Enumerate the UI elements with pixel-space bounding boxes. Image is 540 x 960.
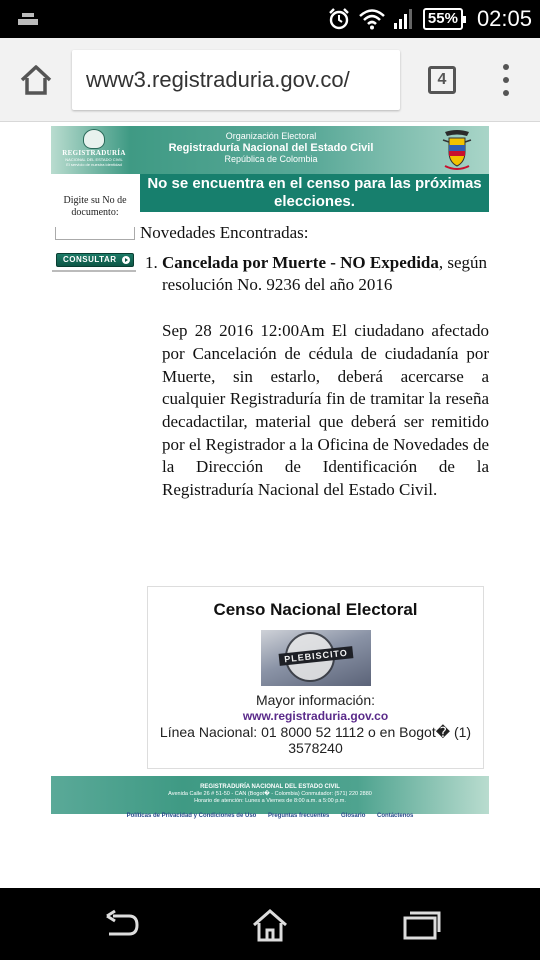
footer-hours: Horario de atención: Lunes a Viernes de 8:00 a.m. a 5:00 p.m. bbox=[194, 798, 346, 804]
censo-phone-line: Línea Nacional: 01 8000 52 1112 o en Bogot� (1) 3578240 bbox=[159, 724, 472, 756]
footer-band bbox=[51, 776, 489, 814]
censo-website-link[interactable]: www.registraduria.gov.co bbox=[242, 709, 389, 723]
back-icon[interactable] bbox=[101, 908, 141, 942]
censo-info-label: Mayor información: bbox=[255, 692, 376, 708]
wifi-icon bbox=[359, 8, 385, 30]
navigation-bar bbox=[0, 888, 540, 960]
footer-link-glossary[interactable]: Glosario bbox=[341, 813, 366, 819]
results-section bbox=[140, 222, 489, 502]
footer-address: Avenida Calle 26 # 51-50 - CAN (Bogot� - Colombia) Conmutador: (571) 220 2880 bbox=[168, 791, 372, 797]
results-heading: Novedades Encontradas: bbox=[140, 223, 309, 242]
home-icon[interactable] bbox=[250, 908, 290, 942]
registraduria-logo[interactable]: REGISTRADURÍA NACIONAL DEL ESTADO CIVIL El servicio de nuestra identidad bbox=[59, 129, 129, 171]
arrow-right-icon bbox=[122, 256, 130, 264]
signal-icon bbox=[393, 8, 415, 30]
organization-title: Organización Electoral Registraduría Nacional del Estado Civil República de Colombia bbox=[168, 131, 374, 164]
consultar-label: CONSULTAR bbox=[63, 255, 117, 264]
item-resolution: , según resolución No. 9236 del año 2016 bbox=[162, 252, 488, 295]
clock: 02:05 bbox=[476, 6, 532, 31]
footer-link-privacy[interactable]: Políticas de Privacidad y Condiciones de Uso bbox=[126, 813, 257, 819]
seal-icon bbox=[83, 129, 105, 149]
battery-level: 55% bbox=[427, 10, 458, 27]
coat-of-arms-icon bbox=[437, 128, 477, 172]
sidebar-divider bbox=[52, 270, 136, 272]
alarm-icon bbox=[327, 7, 351, 31]
footer-title: REGISTRADURÍA NACIONAL DEL ESTADO CIVIL bbox=[200, 784, 340, 790]
document-input[interactable] bbox=[55, 227, 135, 240]
list-item bbox=[140, 252, 489, 502]
document-label: Digite su No de documento: bbox=[63, 195, 127, 218]
recents-icon[interactable] bbox=[401, 908, 441, 942]
footer-link-faq[interactable]: Preguntas frecuentes bbox=[268, 813, 330, 819]
header-banner bbox=[51, 126, 489, 174]
footer-link-contact[interactable]: Contáctenos bbox=[377, 813, 414, 819]
plebiscito-word: PLEBISCITO bbox=[278, 646, 353, 666]
plebiscito-banner[interactable] bbox=[261, 630, 371, 686]
url-bar[interactable]: www3.registraduria.gov.co/ bbox=[72, 50, 400, 110]
census-alert: No se encuentra en el censo para las próximas elecciones. bbox=[140, 174, 489, 212]
novedad-description: Sep 28 2016 12:00Am El ciudadano afectado por Cancelación de cédula de ciudadanía por Muerte, sin estarlo, deberá acercarse a cualquier Registraduría fin de tramitar la reseña decadactilar, material que deberá ser remitido por el Registrador a la Oficina de Novedades de la Dirección de Identificación de la Registraduría Nacional del Estado Civil. bbox=[162, 321, 489, 500]
censo-box bbox=[147, 586, 484, 769]
home-icon[interactable] bbox=[18, 62, 54, 98]
browser-toolbar bbox=[0, 38, 540, 122]
censo-title: Censo Nacional Electoral bbox=[213, 600, 418, 619]
status-bar bbox=[0, 0, 540, 38]
consultar-button[interactable] bbox=[56, 253, 134, 267]
item-number: 1. bbox=[145, 252, 158, 272]
footer-links bbox=[51, 813, 489, 819]
battery-icon bbox=[423, 8, 463, 30]
notification-icon bbox=[18, 13, 38, 25]
web-page bbox=[0, 123, 540, 886]
tab-switcher-button[interactable]: 4 bbox=[428, 66, 456, 94]
menu-dots-icon[interactable] bbox=[496, 64, 516, 98]
item-status: Cancelada por Muerte - NO Expedida bbox=[162, 252, 439, 272]
